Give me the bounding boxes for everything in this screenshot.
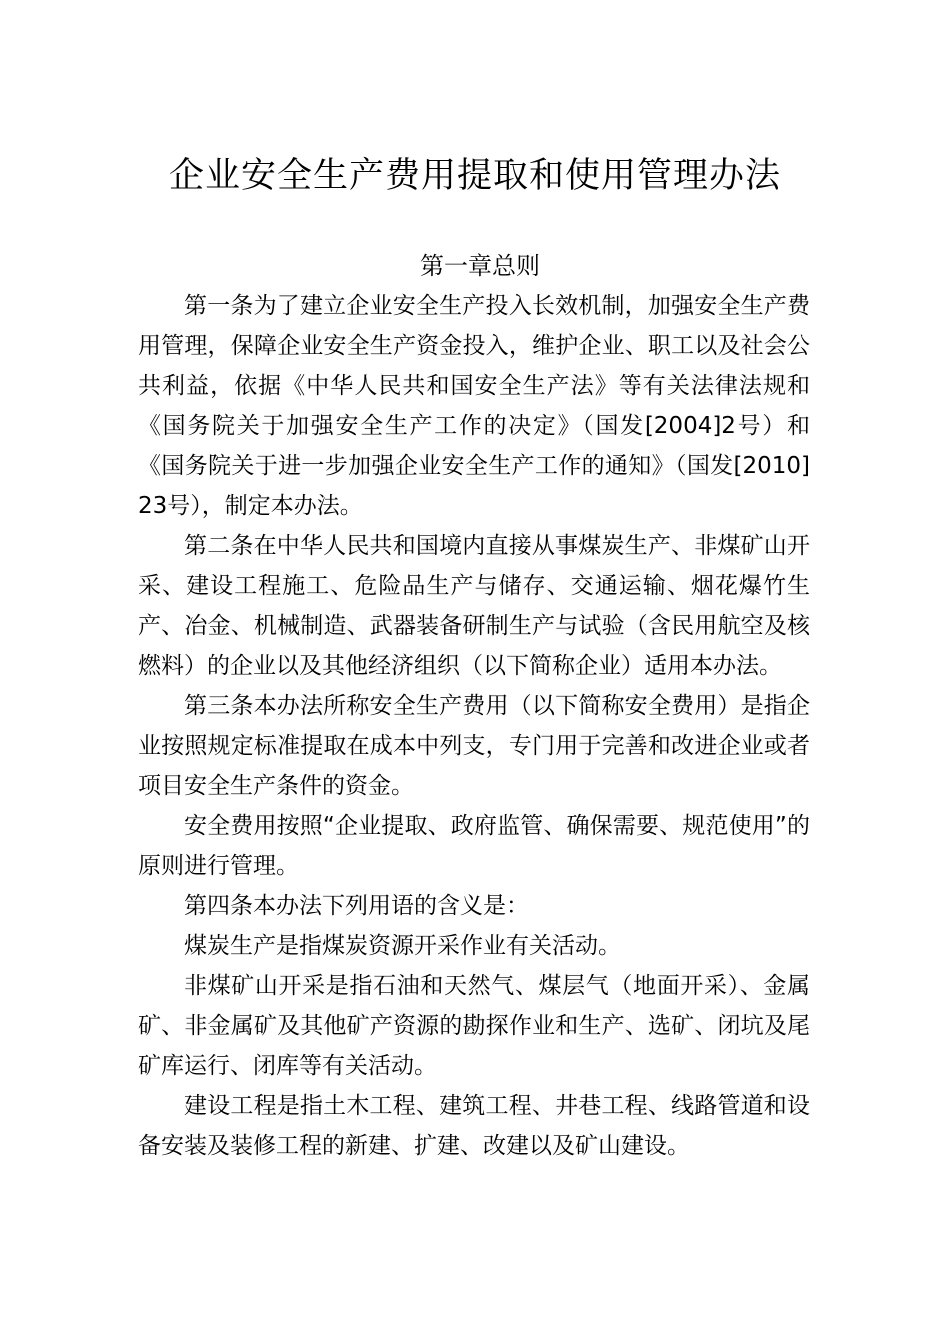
paragraph-coal-definition: 煤炭生产是指煤炭资源开采作业有关活动。 [184,933,621,959]
paragraph-principle: 安全费用按照“企业提取、政府监管、确保需要、规范使用”的原则进行管理。 [138,813,810,879]
paragraph-article-4: 第四条本办法下列用语的含义是： [184,893,529,919]
paragraph-construction-definition: 建设工程是指土木工程、建筑工程、井巷工程、线路管道和设备安装及装修工程的新建、扩建、改建以及矿山建设。 [138,1093,810,1159]
document-title: 企业安全生产费用提取和使用管理办法 [168,156,781,196]
chapter-heading: 第一章总则 [420,252,540,280]
paragraph-article-1: 第一条为了建立企业安全生产投入长效机制，加强安全生产费用管理，保障企业安全生产资金投入，维护企业、职工以及社会公共利益，依据《中华人民共和国安全生产法》等有关法律法规和《国务院关于加强安全生产工作的决定》（国发[2004]2号）和《国务院关于进一步加强企业安全生产工作的通知》（国发[2010]23号），制定本办法。 [138,293,810,519]
paragraph-article-3: 第三条本办法所称安全生产费用（以下简称安全费用）是指企业按照规定标准提取在成本中列支，专门用于完善和改进企业或者项目安全生产条件的资金。 [138,693,810,799]
document-body [138,286,810,1166]
paragraph-mining-definition: 非煤矿山开采是指石油和天然气、煤层气（地面开采）、金属矿、非金属矿及其他矿产资源的勘探作业和生产、选矿、闭坑及尾矿库运行、闭库等有关活动。 [138,973,810,1079]
paragraph-article-2: 第二条在中华人民共和国境内直接从事煤炭生产、非煤矿山开采、建设工程施工、危险品生产与储存、交通运输、烟花爆竹生产、冶金、机械制造、武器装备研制生产与试验（含民用航空及核燃料）的企业以及其他经济组织（以下简称企业）适用本办法。 [138,533,810,679]
